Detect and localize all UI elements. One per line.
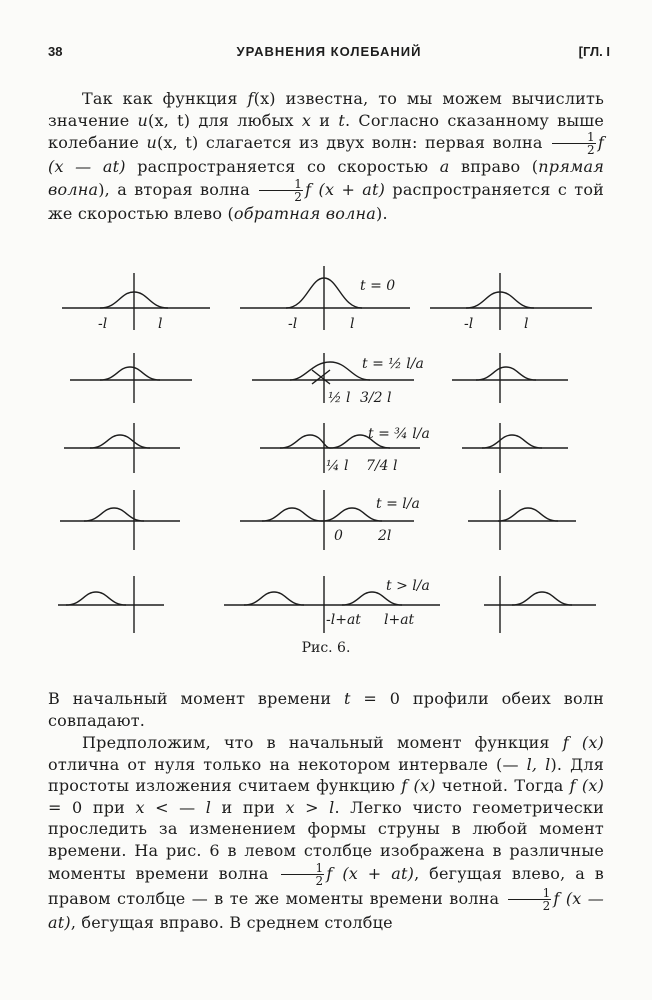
- wave-curve: [476, 367, 536, 380]
- label-t4-b: l+at: [384, 612, 415, 628]
- label-t2-a: ¼ l: [326, 458, 349, 474]
- fraction-half: $\frac{1}{2}$: [552, 131, 596, 156]
- label-t1-b: 3/2 l: [360, 390, 392, 406]
- label-t1-a: ½ l: [328, 390, 351, 406]
- wave-curve: [482, 435, 542, 448]
- label-t2: t = ¾ l/a: [368, 426, 430, 442]
- label-minus-l: -l: [288, 316, 298, 332]
- paragraph-intro: Так как функция f(x) известна, то мы можем вычислить значение u(x, t) для любых x и t. Согласно сказанному выше колебание u(x, t) слагается из двух волн: первая волна $\frac{1}{2}$ f (x — at) распространяется со скоростью a вправо (прямая волна), а вторая волна $\frac{1}{2}$ f (x + at) распространяется с той же скоростью влево (обратная волна).: [48, 89, 605, 223]
- label-t3: t = l/a: [376, 496, 420, 512]
- label-l: l: [524, 316, 529, 332]
- label-t1: t = ½ l/a: [362, 356, 424, 372]
- label-t3-a: 0: [334, 528, 343, 544]
- wave-curve: [244, 592, 304, 605]
- wave-curve: [262, 508, 382, 521]
- paragraph-initial: В начальный момент времени t = 0 профили обеих волн совпадают.: [48, 689, 605, 730]
- chapter-mark: [ГЛ. I: [578, 44, 610, 59]
- label-minus-l: -l: [464, 316, 474, 332]
- page-number: 38: [48, 44, 63, 59]
- fraction-half: $\frac{1}{2}$: [259, 178, 303, 203]
- label-t2-b: 7/4 l: [366, 458, 398, 474]
- wave-plot-grid: [58, 266, 596, 633]
- fraction-half: $\frac{1}{2}$: [281, 862, 325, 887]
- paragraph-assumption: Предположим, что в начальный момент функция f (x) отлична от нуля только на некотором интервале (— l, l). Для простоты изложения считаем функцию f (x) четной. Тогда f (x) = 0 при x < — l и при x > l. Легко чисто геометрически проследить за изменением формы струны в любой момент времени. На рис. 6 в левом столбце изображена в различные моменты времени волна $\frac{1}{2}$ f (x + at), бегущая влево, а в правом столбце — в те же моменты времени волна $\frac{1}{2}$ f (x — at), бегущая вправо. В среднем столбце: [48, 733, 605, 932]
- label-t4: t > l/a: [386, 578, 430, 594]
- label-minus-l: -l: [98, 316, 108, 332]
- label-t0: t = 0: [360, 278, 396, 294]
- wave-curve: [512, 592, 572, 605]
- wave-curve: [84, 508, 144, 521]
- label-l: l: [350, 316, 355, 332]
- figure-caption: Рис. 6.: [301, 640, 351, 656]
- wave-curve: [100, 367, 160, 380]
- label-t3-b: 2l: [378, 528, 392, 544]
- page-header: [48, 44, 610, 66]
- label-l: l: [158, 316, 163, 332]
- running-title: УРАВНЕНИЯ КОЛЕБАНИЙ: [236, 44, 422, 59]
- wave-figure: [0, 258, 652, 638]
- wave-curve: [498, 508, 558, 521]
- wave-curve: [90, 435, 150, 448]
- wave-curve: [290, 362, 370, 380]
- label-t4-a: -l+at: [326, 612, 361, 628]
- wave-crossing: [312, 370, 330, 384]
- figure-labels: [98, 278, 528, 628]
- fraction-half: $\frac{1}{2}$: [508, 887, 552, 912]
- wave-curve: [66, 592, 126, 605]
